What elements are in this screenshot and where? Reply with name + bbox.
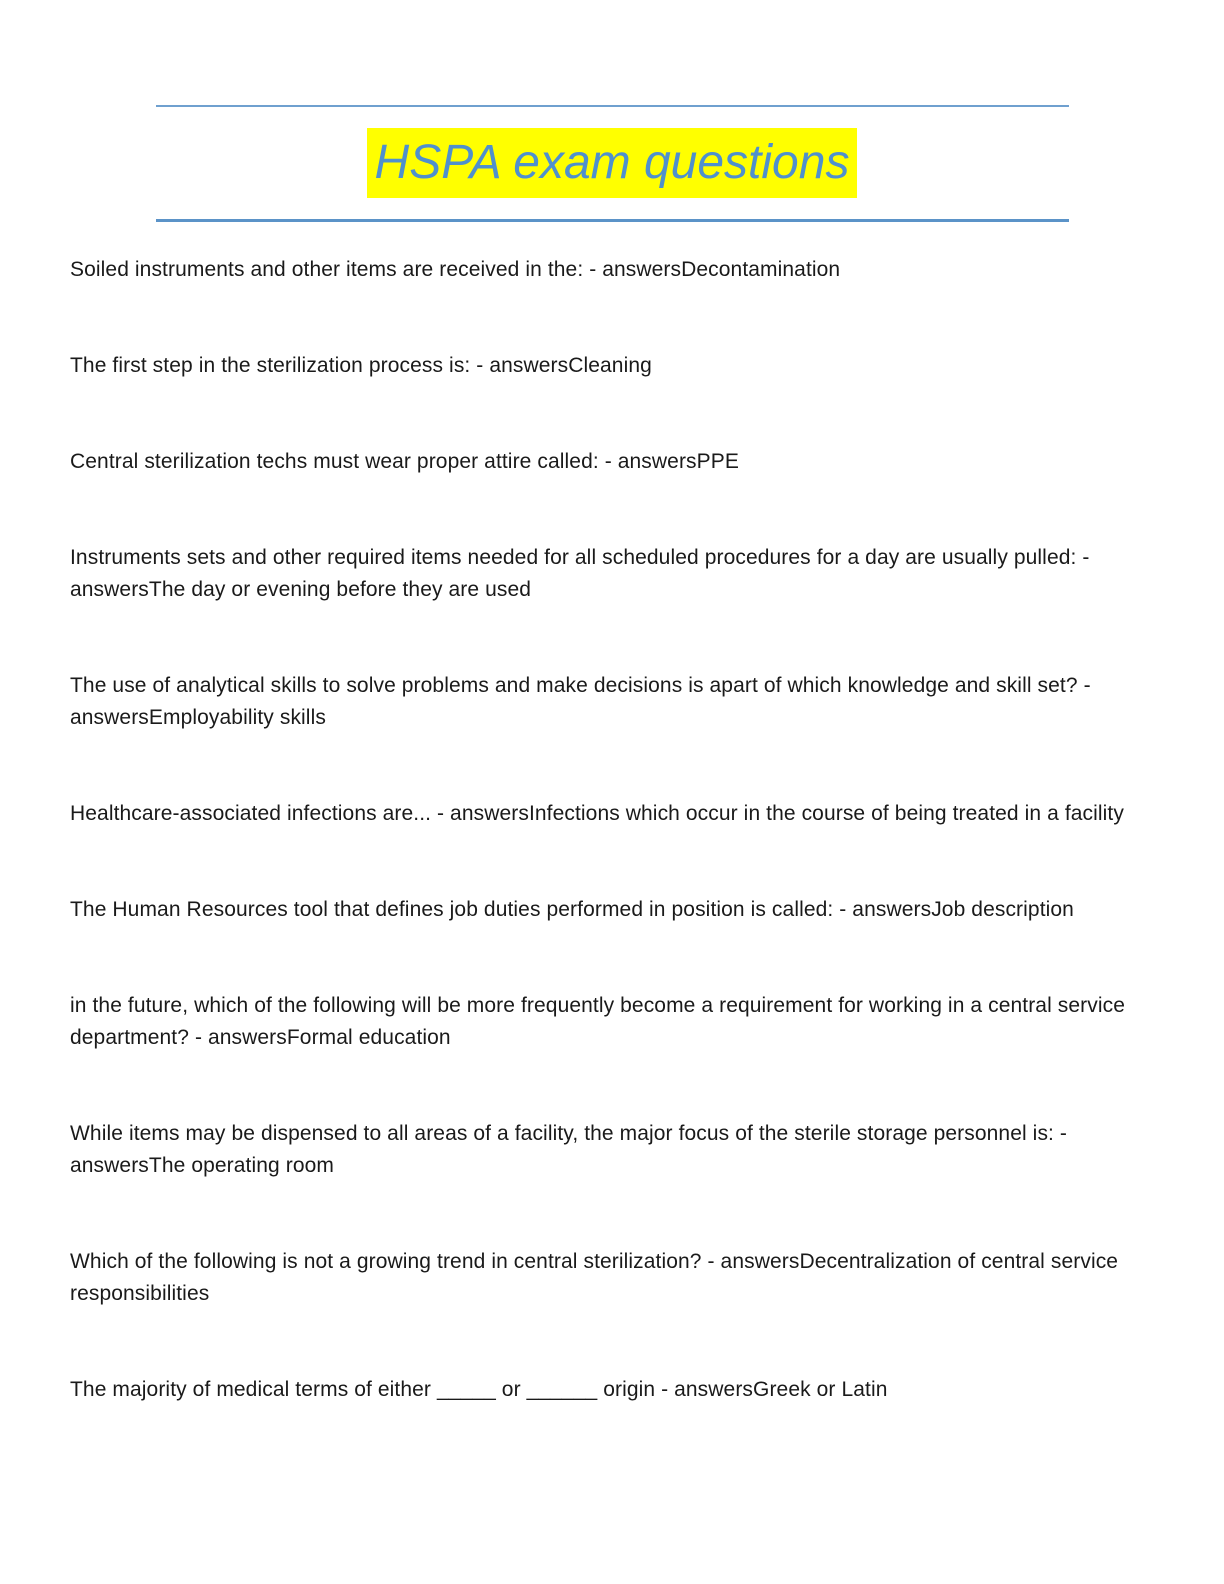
qa-paragraph: The first step in the sterilization process is: - answersCleaning <box>70 354 652 377</box>
qa-paragraph: Soiled instruments and other items are received in the: - answersDecontamination <box>70 258 841 281</box>
qa-paragraph: in the future, which of the following will be more frequently become a requirement for working in a central service department? - answersFormal education <box>70 994 1126 1049</box>
page-title: HSPA exam questions <box>367 128 858 198</box>
qa-paragraph: The majority of medical terms of either _____ or ______ origin - answersGreek or Latin <box>70 1378 888 1401</box>
qa-paragraph: The Human Resources tool that defines job duties performed in position is called: - answersJob description <box>70 898 1074 921</box>
qa-paragraph: The use of analytical skills to solve problems and make decisions is apart of which knowledge and skill set? - answersEmployability skills <box>70 674 1091 729</box>
qa-paragraph: Central sterilization techs must wear proper attire called: - answersPPE <box>70 450 739 473</box>
qa-paragraph: While items may be dispensed to all areas of a facility, the major focus of the sterile storage personnel is: - answersThe operating room <box>70 1122 1068 1177</box>
title-section <box>156 105 1069 222</box>
qa-list <box>70 254 1154 1406</box>
qa-paragraph: Which of the following is not a growing trend in central sterilization? - answersDecentralization of central service responsibilities <box>70 1250 1119 1305</box>
qa-paragraph: Instruments sets and other required items needed for all scheduled procedures for a day are usually pulled: - answersThe day or evening before they are used <box>70 546 1090 601</box>
qa-paragraph: Healthcare-associated infections are... - answersInfections which occur in the course of being treated in a facility <box>70 802 1124 825</box>
